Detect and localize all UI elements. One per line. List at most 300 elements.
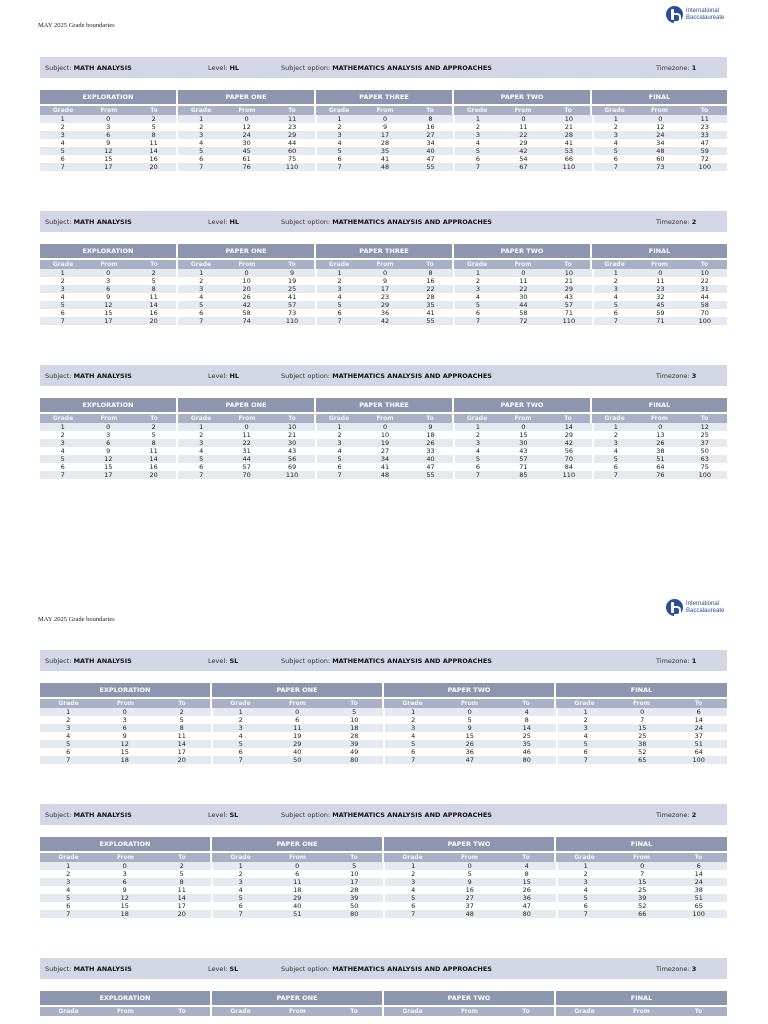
table-cell: 80: [326, 756, 386, 764]
table-cell: 7: [475, 163, 481, 171]
table-cell: 1: [475, 269, 481, 277]
table-cell: 3: [106, 123, 111, 131]
table-cell: 11: [131, 293, 178, 301]
subject-info-bar: [40, 650, 727, 671]
table-cell: 24: [242, 131, 251, 139]
table-cell: 58: [700, 301, 709, 309]
table-cell: 76: [656, 471, 665, 479]
table-cell: 4: [498, 862, 558, 870]
table-cell: 14: [131, 147, 178, 155]
component-header: EXPLORATION: [40, 991, 210, 1005]
table-cell: 6: [199, 309, 204, 317]
subject-label: Subject: MATH ANALYSIS: [45, 372, 132, 380]
table-cell: 28: [326, 732, 386, 740]
table-cell: 5: [613, 301, 618, 309]
table-cell: 18: [120, 756, 129, 764]
table-cell: 0: [640, 862, 645, 870]
component-header: PAPER TWO: [384, 837, 554, 851]
table-cell: 22: [242, 439, 251, 447]
table-cell: 9: [467, 878, 472, 886]
table-cell: 5: [475, 455, 481, 463]
table-cell: 1: [60, 115, 65, 123]
table-cell: 38: [656, 447, 665, 455]
table-cell: 10: [700, 269, 709, 277]
column-header-from: From: [637, 106, 682, 115]
table-cell: 0: [244, 423, 249, 431]
table-cell: 28: [546, 131, 593, 139]
table-cell: 0: [521, 115, 526, 123]
table-cell: 4: [60, 293, 65, 301]
table-cell: 49: [326, 748, 386, 756]
table-cell: 1: [199, 115, 204, 123]
table-cell: 6: [583, 902, 588, 910]
table-cell: 0: [122, 862, 127, 870]
table-cell: 0: [122, 708, 127, 716]
table-cell: 69: [269, 463, 316, 471]
table-cell: 7: [66, 756, 71, 764]
table-cell: 28: [380, 139, 390, 147]
table-cell: 10: [380, 431, 390, 439]
component-header: PAPER TWO: [384, 991, 554, 1005]
table-cell: 47: [408, 463, 455, 471]
table-cell: 85: [519, 471, 528, 479]
subject-info-bar: [40, 958, 727, 979]
column-header-to: To: [132, 260, 178, 269]
table-cell: 46: [498, 748, 558, 756]
column-header-grade: Grade: [40, 699, 97, 708]
table-cell: 5: [238, 740, 243, 748]
table-cell: 11: [242, 431, 251, 439]
table-cell: 3: [613, 439, 618, 447]
table-cell: 1: [337, 115, 342, 123]
table-cell: 48: [656, 147, 665, 155]
table-cell: 0: [244, 115, 249, 123]
table-cell: 20: [153, 910, 213, 918]
table-cell: 47: [465, 756, 474, 764]
table-cell: 7: [583, 756, 588, 764]
table-row: [40, 740, 727, 748]
table-cell: 20: [131, 471, 178, 479]
table-cell: 14: [694, 716, 703, 724]
table-cell: 2: [475, 277, 481, 285]
table-cell: 10: [546, 115, 593, 123]
table-cell: 41: [546, 139, 593, 147]
table-cell: 4: [337, 139, 342, 147]
table-cell: 67: [519, 163, 528, 171]
subject-info-bar: [40, 365, 727, 386]
table-cell: 1: [475, 115, 481, 123]
table-cell: 7: [583, 910, 588, 918]
component-header-row: [40, 398, 727, 412]
table-cell: 10: [326, 870, 386, 878]
timezone-label: Timezone: 3: [656, 372, 697, 380]
table-cell: 72: [519, 317, 528, 325]
table-cell: 1: [60, 269, 65, 277]
table-cell: 6: [696, 862, 701, 870]
column-header-to: To: [154, 853, 212, 862]
table-cell: 73: [656, 163, 665, 171]
table-cell: 9: [106, 293, 111, 301]
table-cell: 41: [380, 155, 390, 163]
table-cell: 6: [238, 902, 243, 910]
table-cell: 5: [131, 277, 178, 285]
table-cell: 26: [408, 439, 455, 447]
table-cell: 39: [326, 740, 386, 748]
table-cell: 2: [613, 277, 618, 285]
table-row: [40, 902, 727, 910]
table-cell: 9: [382, 123, 388, 131]
table-cell: 4: [60, 447, 65, 455]
table-row: [40, 724, 727, 732]
table-cell: 2: [613, 431, 618, 439]
ib-logo: International Baccalaureate: [666, 6, 724, 23]
column-header-from: From: [362, 414, 408, 423]
table-cell: 6: [411, 902, 416, 910]
table-cell: 15: [104, 309, 113, 317]
table-cell: 24: [694, 878, 703, 886]
subject-option-label: Subject option: MATHEMATICS ANALYSIS AND APPROACHES: [281, 965, 492, 973]
table-cell: 3: [66, 878, 71, 886]
table-cell: 3: [411, 878, 416, 886]
table-cell: 80: [326, 910, 386, 918]
table-cell: 34: [408, 139, 455, 147]
column-header-from: From: [362, 260, 408, 269]
table-cell: 5: [131, 431, 178, 439]
table-cell: 3: [238, 724, 243, 732]
table-cell: 20: [153, 756, 213, 764]
table-cell: 5: [613, 147, 618, 155]
column-header-to: To: [154, 1007, 212, 1016]
table-cell: 8: [408, 115, 455, 123]
column-header-to: To: [546, 414, 592, 423]
table-cell: 40: [408, 147, 455, 155]
table-cell: 4: [475, 139, 481, 147]
table-cell: 30: [269, 439, 316, 447]
column-header-to: To: [270, 260, 316, 269]
subject-label: Subject: MATH ANALYSIS: [45, 811, 132, 819]
table-cell: 55: [408, 317, 455, 325]
component-header: FINAL: [556, 683, 727, 697]
column-header-from: From: [97, 1007, 154, 1016]
table-cell: 26: [242, 293, 251, 301]
table-cell: 25: [700, 431, 709, 439]
column-header-from: From: [97, 699, 154, 708]
table-cell: 6: [696, 708, 701, 716]
table-cell: 25: [498, 732, 558, 740]
table-cell: 27: [380, 447, 390, 455]
table-cell: 40: [293, 902, 302, 910]
table-cell: 0: [106, 423, 111, 431]
column-header-grade: Grade: [384, 853, 441, 862]
table-cell: 2: [131, 115, 178, 123]
table-cell: 6: [583, 748, 588, 756]
table-cell: 51: [656, 455, 665, 463]
table-cell: 41: [269, 293, 316, 301]
subject-info-bar: [40, 804, 727, 825]
component-header: PAPER THREE: [316, 398, 452, 412]
table-cell: 2: [337, 277, 342, 285]
column-header-row: [40, 106, 727, 115]
table-cell: 4: [411, 886, 416, 894]
table-cell: 22: [700, 277, 709, 285]
subject-option-label: Subject option: MATHEMATICS ANALYSIS AND APPROACHES: [281, 218, 492, 226]
table-cell: 10: [546, 269, 593, 277]
subject-info-bar: [40, 211, 727, 232]
table-cell: 6: [199, 463, 204, 471]
table-row: [40, 115, 727, 123]
table-cell: 3: [337, 285, 342, 293]
component-header: PAPER TWO: [454, 398, 590, 412]
table-cell: 23: [656, 285, 665, 293]
table-cell: 6: [122, 878, 127, 886]
table-cell: 9: [408, 423, 455, 431]
table-cell: 43: [519, 447, 528, 455]
table-cell: 14: [131, 301, 178, 309]
table-cell: 45: [242, 147, 251, 155]
table-cell: 50: [293, 756, 302, 764]
table-cell: 12: [104, 147, 113, 155]
level-label: Level: SL: [208, 657, 239, 665]
subject-option-label: Subject option: MATHEMATICS ANALYSIS AND APPROACHES: [281, 811, 492, 819]
table-cell: 43: [546, 293, 593, 301]
table-cell: 5: [337, 147, 342, 155]
table-cell: 16: [465, 886, 474, 894]
table-cell: 6: [337, 463, 342, 471]
table-cell: 74: [242, 317, 251, 325]
table-cell: 1: [411, 708, 416, 716]
table-cell: 70: [546, 455, 593, 463]
table-cell: 3: [583, 724, 588, 732]
table-cell: 11: [269, 115, 316, 123]
table-cell: 18: [326, 724, 386, 732]
table-cell: 1: [613, 423, 618, 431]
table-cell: 76: [242, 163, 251, 171]
table-cell: 7: [411, 910, 416, 918]
table-cell: 39: [638, 894, 647, 902]
column-header-to: To: [326, 853, 384, 862]
table-row: [40, 732, 727, 740]
table-cell: 37: [465, 902, 474, 910]
table-cell: 3: [106, 431, 111, 439]
table-cell: 20: [131, 163, 178, 171]
table-cell: 110: [546, 317, 593, 325]
table-cell: 15: [104, 155, 113, 163]
table-cell: 8: [153, 724, 213, 732]
table-cell: 19: [269, 277, 316, 285]
component-header-row: [40, 244, 727, 258]
table-cell: 1: [60, 423, 65, 431]
table-cell: 10: [242, 277, 251, 285]
table-cell: 0: [106, 269, 111, 277]
grade-boundary-table: [40, 837, 727, 918]
table-cell: 30: [519, 439, 528, 447]
table-cell: 9: [106, 139, 111, 147]
table-cell: 9: [269, 269, 316, 277]
table-cell: 37: [700, 439, 709, 447]
table-cell: 11: [293, 878, 302, 886]
table-cell: 17: [104, 163, 113, 171]
table-cell: 7: [337, 317, 342, 325]
table-cell: 16: [131, 155, 178, 163]
table-cell: 24: [656, 131, 665, 139]
table-cell: 21: [546, 123, 593, 131]
table-cell: 50: [700, 447, 709, 455]
table-cell: 7: [66, 910, 71, 918]
timezone-label: Timezone: 2: [656, 218, 697, 226]
table-cell: 41: [380, 463, 390, 471]
level-label: Level: HL: [208, 372, 240, 380]
table-cell: 14: [131, 455, 178, 463]
table-cell: 66: [546, 155, 593, 163]
table-cell: 12: [656, 123, 665, 131]
table-cell: 3: [60, 131, 65, 139]
column-header-from: From: [86, 414, 132, 423]
table-cell: 71: [656, 317, 665, 325]
table-cell: 22: [408, 285, 455, 293]
table-cell: 2: [131, 423, 178, 431]
table-row: [40, 139, 727, 147]
table-cell: 56: [546, 447, 593, 455]
column-header-grade: Grade: [592, 260, 637, 269]
table-cell: 7: [613, 317, 618, 325]
table-cell: 16: [131, 463, 178, 471]
table-row: [40, 708, 727, 716]
table-cell: 26: [656, 439, 665, 447]
table-row: [40, 878, 727, 886]
table-cell: 4: [238, 732, 243, 740]
table-cell: 80: [498, 910, 558, 918]
table-cell: 2: [153, 708, 213, 716]
component-header: FINAL: [556, 991, 727, 1005]
table-cell: 1: [337, 269, 342, 277]
table-cell: 12: [104, 301, 113, 309]
table-cell: 17: [153, 748, 213, 756]
column-header-from: From: [224, 106, 270, 115]
timezone-label: Timezone: 1: [656, 64, 697, 72]
table-cell: 6: [411, 748, 416, 756]
column-header-from: From: [86, 260, 132, 269]
column-header-grade: Grade: [384, 699, 441, 708]
table-cell: 1: [411, 862, 416, 870]
table-cell: 6: [106, 439, 111, 447]
table-cell: 36: [498, 894, 558, 902]
table-cell: 7: [475, 471, 481, 479]
table-cell: 0: [295, 708, 300, 716]
table-cell: 9: [106, 447, 111, 455]
table-row: [40, 447, 727, 455]
table-cell: 11: [656, 277, 665, 285]
table-cell: 4: [613, 139, 618, 147]
table-cell: 8: [131, 439, 178, 447]
component-header: EXPLORATION: [40, 683, 210, 697]
table-cell: 4: [613, 293, 618, 301]
column-header-to: To: [682, 106, 727, 115]
table-cell: 35: [408, 301, 455, 309]
table-cell: 26: [498, 886, 558, 894]
component-header-row: [40, 683, 727, 697]
table-cell: 57: [242, 463, 251, 471]
table-cell: 5: [326, 862, 386, 870]
table-cell: 5: [66, 740, 71, 748]
table-cell: 0: [658, 423, 663, 431]
table-cell: 1: [238, 862, 243, 870]
table-cell: 44: [242, 455, 251, 463]
table-cell: 63: [700, 455, 709, 463]
component-header: PAPER THREE: [316, 244, 452, 258]
table-cell: 56: [269, 455, 316, 463]
table-cell: 6: [337, 155, 342, 163]
column-header-from: From: [269, 699, 326, 708]
column-header-grade: Grade: [592, 414, 637, 423]
table-cell: 110: [269, 471, 316, 479]
table-cell: 48: [380, 471, 390, 479]
column-header-grade: Grade: [454, 414, 500, 423]
table-cell: 100: [698, 163, 711, 171]
table-cell: 36: [380, 309, 390, 317]
table-cell: 51: [694, 740, 703, 748]
column-header-from: From: [224, 260, 270, 269]
table-cell: 7: [337, 163, 342, 171]
column-header-to: To: [546, 260, 592, 269]
column-header-grade: Grade: [40, 853, 97, 862]
table-cell: 100: [698, 471, 711, 479]
table-cell: 2: [153, 862, 213, 870]
table-cell: 34: [656, 139, 665, 147]
table-cell: 29: [519, 139, 528, 147]
table-cell: 5: [60, 301, 65, 309]
table-cell: 7: [337, 471, 342, 479]
column-header-from: From: [637, 414, 682, 423]
table-cell: 31: [700, 285, 709, 293]
page-sl: [0, 596, 768, 1024]
ib-logo-icon: [666, 599, 683, 616]
subject-option-label: Subject option: MATHEMATICS ANALYSIS AND APPROACHES: [281, 64, 492, 72]
column-header-to: To: [270, 106, 316, 115]
table-cell: 8: [153, 878, 213, 886]
column-header-from: From: [362, 106, 408, 115]
table-row: [40, 910, 727, 918]
component-header: FINAL: [592, 398, 727, 412]
table-cell: 3: [613, 131, 618, 139]
table-cell: 110: [546, 163, 593, 171]
table-cell: 2: [66, 716, 71, 724]
table-cell: 0: [658, 269, 663, 277]
table-cell: 7: [199, 471, 204, 479]
table-cell: 54: [519, 155, 528, 163]
table-cell: 4: [613, 447, 618, 455]
component-header: PAPER ONE: [212, 683, 382, 697]
table-cell: 64: [694, 748, 703, 756]
table-cell: 60: [656, 155, 665, 163]
table-cell: 4: [199, 139, 204, 147]
table-cell: 70: [242, 471, 251, 479]
table-cell: 7: [640, 870, 645, 878]
column-header-grade: Grade: [384, 1007, 441, 1016]
table-cell: 9: [467, 724, 472, 732]
table-row: [40, 301, 727, 309]
timezone-label: Timezone: 1: [656, 657, 697, 665]
component-header: PAPER TWO: [454, 244, 590, 258]
column-header-to: To: [682, 260, 727, 269]
table-cell: 24: [694, 724, 703, 732]
table-cell: 17: [326, 878, 386, 886]
table-cell: 6: [613, 155, 618, 163]
table-cell: 1: [583, 862, 588, 870]
component-header: PAPER ONE: [212, 837, 382, 851]
table-cell: 11: [131, 139, 178, 147]
table-row: [40, 894, 727, 902]
table-row: [40, 131, 727, 139]
